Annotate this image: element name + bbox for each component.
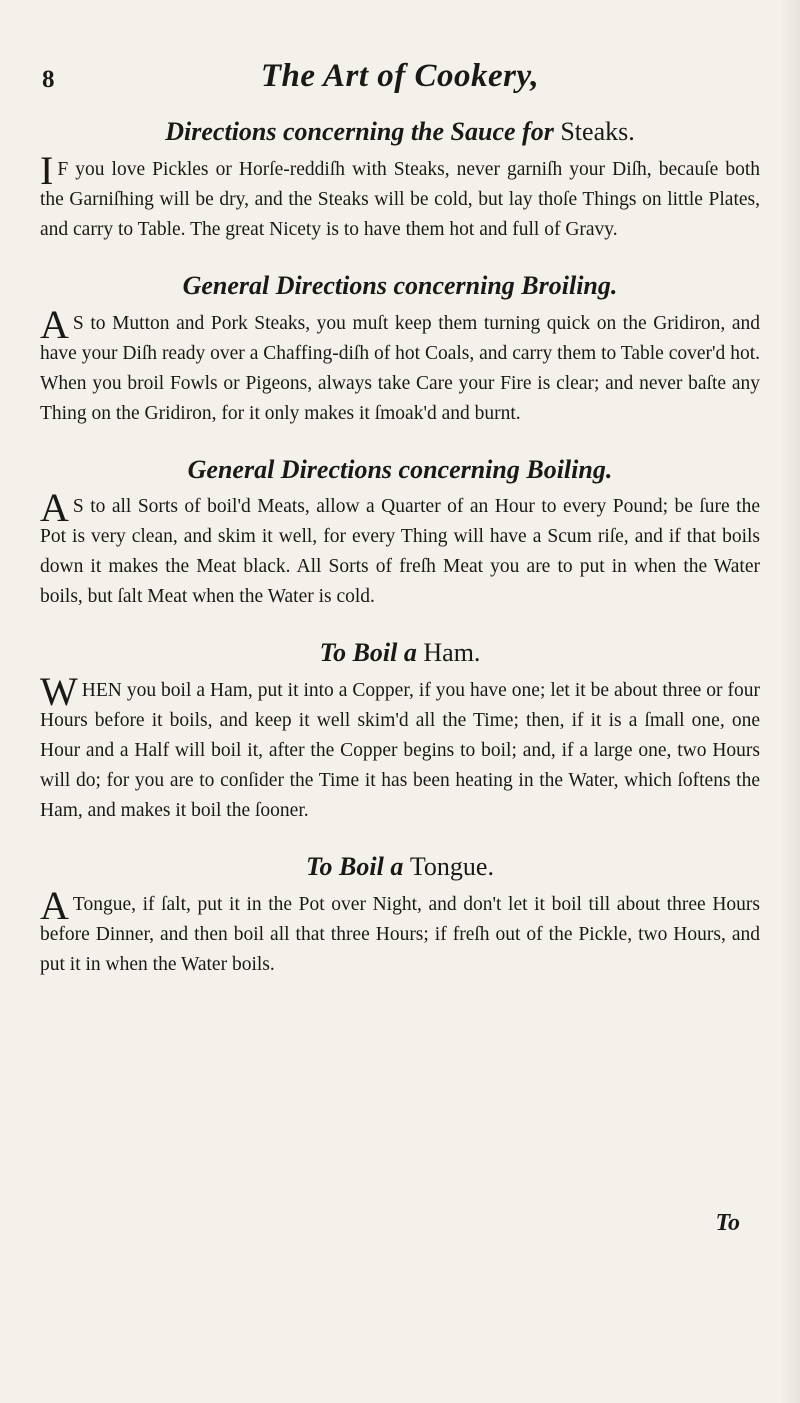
section-heading (40, 636, 760, 670)
section-text: S to all Sorts of boil'd Meats, allow a Quarter of an Hour to every Pound; be ſure the Pot is very clean, and skim it well, for every Thing will have a Scum riſe, and if that boils down it makes the Meat black. All Sorts of freſh Meat you are to put in when the Water boils, but ſalt Meat when the Water is cold. (40, 496, 760, 608)
heading-italic-text: To Boil a (306, 852, 404, 882)
catchword: To (715, 1210, 740, 1236)
page-number: 8 (42, 66, 55, 93)
running-head (40, 58, 760, 98)
drop-initial: A (40, 485, 69, 531)
drop-initial: A (40, 882, 69, 928)
heading-italic-text: To Boil a (319, 638, 417, 668)
section-text: HEN you boil a Ham, put it into a Copper, if you have one; let it be about three or four Hours before it boils, and keep it well skim'd all the Time; then, if it is a ſmall one, one Hour and a Half will boil it, after the Copper begins to boil; and, if a large one, two Hours will do; for you are to conſider the Time it has been heating in the Water, which ſoftens the Ham, and makes it boil the ſooner. (40, 680, 760, 822)
page-edge-shadow (780, 0, 800, 1403)
section-body (40, 301, 760, 429)
section-boil-ham (40, 636, 760, 826)
section-body (40, 147, 760, 245)
section-body (40, 669, 760, 826)
section-sauce-for-steaks (40, 115, 760, 245)
section-boiling (40, 453, 760, 613)
drop-initial: I (40, 147, 54, 193)
section-broiling (40, 269, 760, 429)
heading-roman-text: Tongue. (409, 852, 494, 882)
heading-italic-text: Directions concerning the Sauce for (165, 117, 554, 146)
section-heading (40, 269, 760, 303)
drop-initial: A (40, 301, 69, 347)
heading-roman-text: Ham. (423, 638, 481, 668)
section-text: F you love Pickles or Horſe-reddiſh with Steaks, never garniſh your Diſh, becauſe both the Garniſhing will be dry, and the Steaks will be cold, but lay thoſe Things on little Plates, and carry to Table. The great Nicety is to have them hot and full of Gravy. (40, 158, 760, 240)
running-title: The Art of Cookery, (260, 58, 540, 94)
section-body (40, 882, 760, 980)
section-heading (40, 850, 760, 884)
section-boil-tongue (40, 850, 760, 980)
heading-italic-text: General Directions concerning Boiling. (187, 454, 613, 484)
page-content (40, 115, 760, 1004)
heading-roman-text: Steaks. (560, 117, 635, 146)
heading-italic-text: General Directions concerning Broiling. (182, 270, 618, 300)
section-heading (40, 453, 760, 487)
section-text: S to Mutton and Pork Steaks, you muſt keep them turning quick on the Gridiron, and have your Diſh ready over a Chaffing-diſh of hot Coals, and carry them to Table cover'd hot. When you broil Fowls or Pigeons, always take Care your Fire is clear; and never baſte any Thing on the Gridiron, for it only makes it ſmoak'd and burnt. (40, 312, 760, 424)
drop-initial: W (40, 669, 78, 715)
section-text: Tongue, if ſalt, put it in the Pot over Night, and don't let it boil till about three Hours before Dinner, and then boil all that three Hours; if freſh out of the Pickle, two Hours, and put it in when the Water boils. (40, 893, 760, 975)
section-heading (40, 115, 760, 149)
section-body (40, 485, 760, 612)
